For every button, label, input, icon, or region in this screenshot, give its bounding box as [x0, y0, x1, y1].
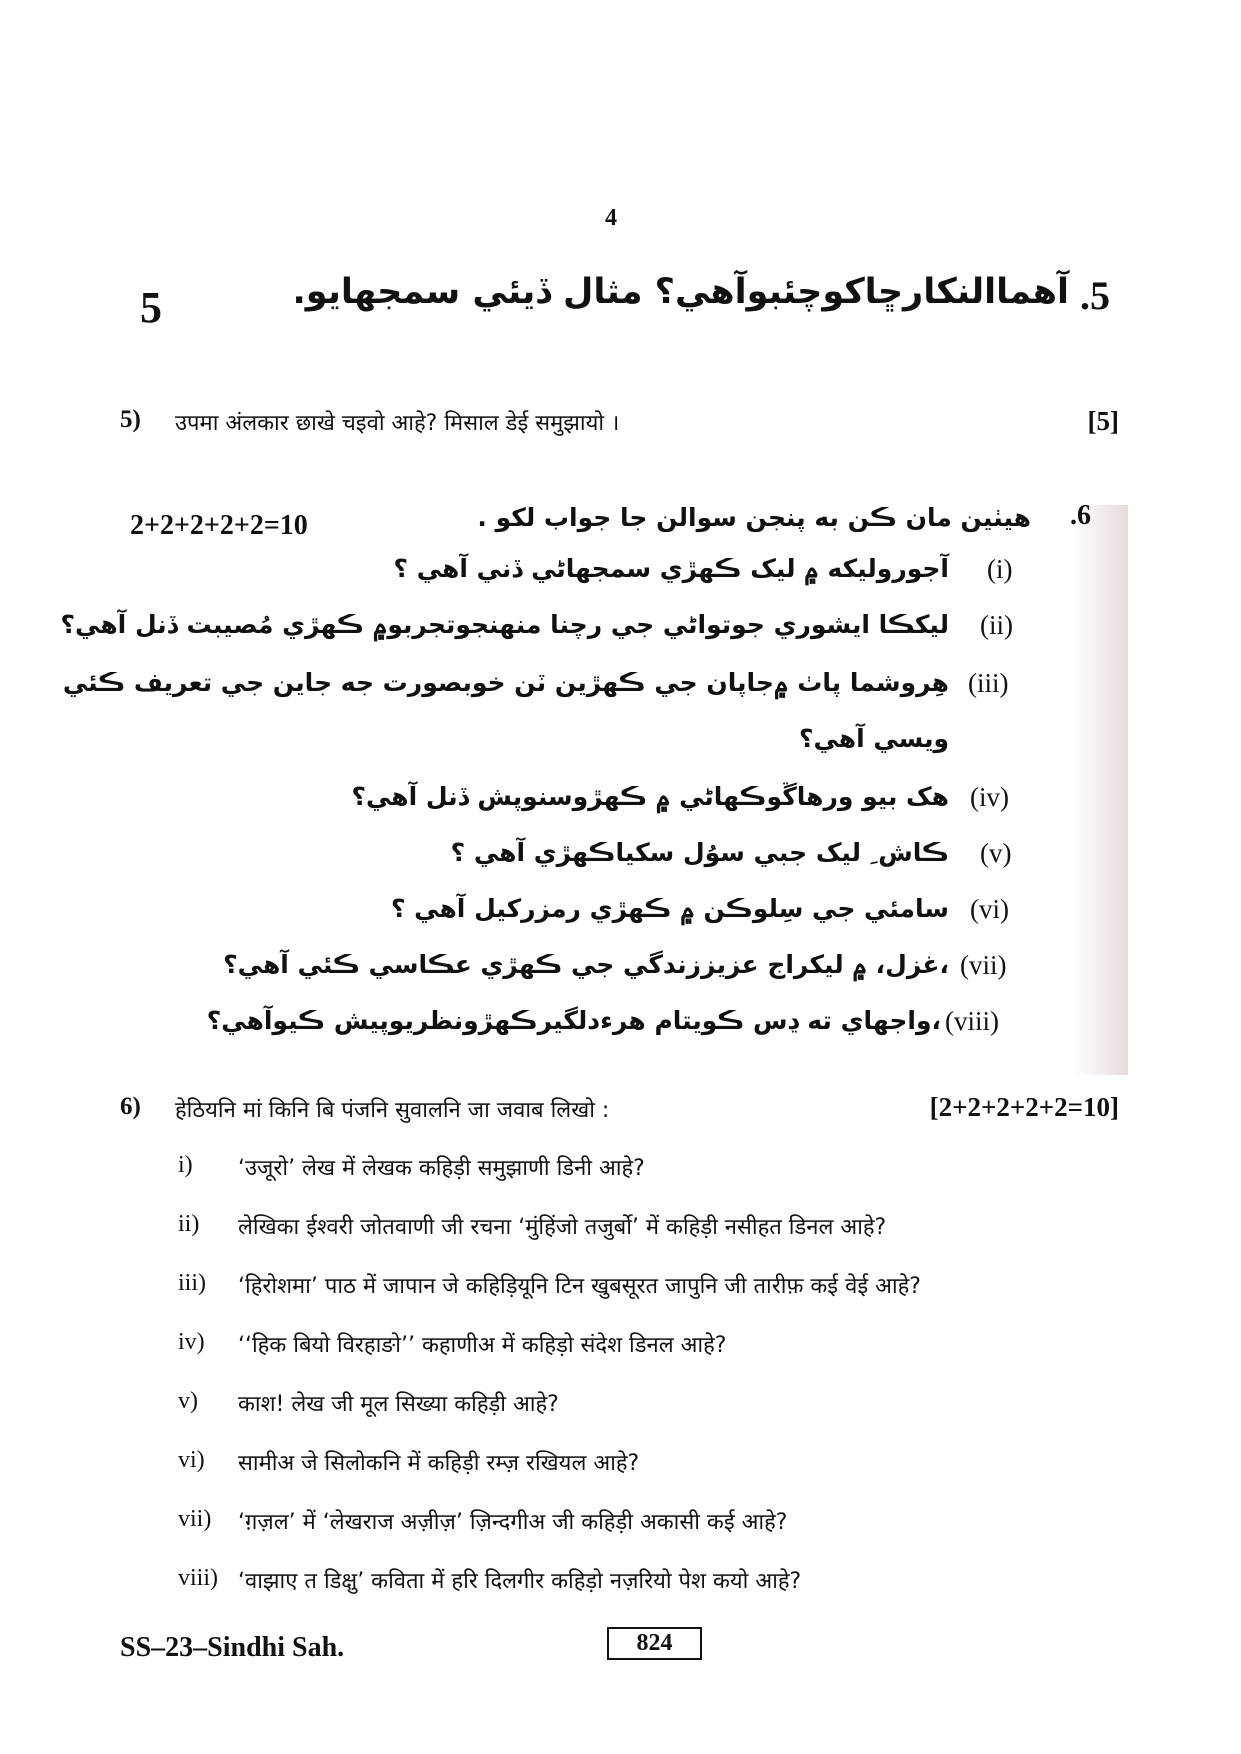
q5-hindi-number: 5)	[120, 406, 141, 433]
q6-marks: 2+2+2+2+2=10	[130, 510, 308, 541]
q6-sindhi-item-text: ڪاش ِ ليک جبي سوُل سکياڪهڙي آهي ؟	[450, 838, 949, 867]
q6-sindhi-item-text-cont: ويسي آهي؟	[798, 724, 949, 753]
q5-sindhi-number: .5	[1080, 273, 1110, 318]
q5-sindhi-text: آهماالنکارڇاکوچئبوآهي؟ مثال ڏيئي سمجهايو.	[292, 272, 1069, 312]
q6-sindhi-item-num: (viii)	[945, 1006, 999, 1036]
q6-hindi-number: 6)	[120, 1093, 141, 1120]
q6-sindhi-item-num: (iii)	[968, 668, 1009, 698]
q6-sindhi-item-num: (iv)	[970, 782, 1009, 812]
footer-paper-code: SS–23–Sindhi Sah.	[120, 1632, 345, 1663]
q6-sindhi-item-text: هِروشما پاٺ ۾جاپان جي ڪهڙين ٽن خوبصورت جه جاين جي تعريف ڪئي	[62, 668, 949, 697]
q6-sindhi-item-text: ،واجهاي ته ڍس ڪويتام هرءدلگيرڪهڙونظريوپيش ڪيوآهي؟	[206, 1006, 941, 1035]
q6-hindi-item-text: ‘वाझाए त डिक्षु’ कविता में हरि दिलगीर कहिड़ो नज़रियो पेश कयो आहे?	[238, 1569, 802, 1594]
page-number: 4	[605, 205, 617, 231]
q6-sindhi-item-num: (vii)	[960, 950, 1007, 980]
q6-sindhi-number: .6	[1070, 500, 1091, 531]
scan-shadow	[1072, 505, 1128, 1075]
q6-hindi-item-num: v)	[178, 1388, 198, 1414]
q6-hindi-item-text: ‘‘हिक बियो विरहाङो’’ कहाणीअ में कहिड़ो संदेश डिनल आहे?	[238, 1333, 727, 1358]
q6-sindhi-item-text: سامئي جي سِلوڪن ۾ ڪهڙي رمزرکيل آهي ؟	[390, 894, 949, 923]
q6-hindi-item-num: viii)	[178, 1565, 218, 1591]
q6-hindi-item-num: iv)	[178, 1329, 205, 1355]
q6-sindhi-item-text: ليکڪا ايشوري جوتواڻي جي رچنا منهنجوتجربو۾ ڪهڙي مُصيبت ڏنل آهي؟	[60, 610, 949, 639]
q6-sindhi-item-text: ،غزل، ۾ ليکراج عزيززندگي جي ڪهڙي عڪاسي ڪئي آهي؟	[223, 950, 949, 979]
q6-hindi-item-text: काश! लेख जी मूल सिख्या कहिड़ी आहे?	[238, 1392, 559, 1417]
q5-hindi-marks: [5]	[1087, 406, 1119, 436]
q6-hindi-instruction: हेठियनि मां किनि बि पंजनि सुवालनि जा जवाब लिखो :	[175, 1098, 610, 1123]
q6-hindi-item-text: लेखिका ईश्वरी जोतवाणी जी रचना ‘मुंहिंजो तजुर्बो’ में कहिड़ी नसीहत डिनल आहे?	[238, 1215, 887, 1240]
q6-hindi-marks: [2+2+2+2+2=10]	[929, 1092, 1119, 1122]
footer-code-box: 824	[607, 1627, 702, 1660]
q6-hindi-item-text: ‘ग़ज़ल’ में ‘लेखराज अज़ीज़’ ज़िन्दगीअ जी कहिड़ी अकासी कई आहे?	[238, 1510, 788, 1535]
q5-hindi-text: उपमा अंलकार छाखे चइवो आहे? मिसाल डेई समुझायो ।	[175, 411, 620, 436]
q6-hindi-item-num: vi)	[178, 1447, 205, 1473]
q6-sindhi-item-num: (i)	[987, 554, 1013, 584]
q6-hindi-item-text: ‘हिरोशमा’ पाठ में जापान जे कहिड़ियूनि टिन खुबसूरत जापुनि जी तारीफ़ कई वेई आहे?	[238, 1274, 921, 1299]
q6-hindi-item-num: i)	[178, 1152, 193, 1178]
q6-hindi-item-num: iii)	[178, 1270, 206, 1296]
q6-hindi-item-text: सामीअ जे सिलोकनि में कहिड़ी रम्ज़ रखियल आहे?	[238, 1451, 640, 1476]
q6-hindi-item-num: vii)	[178, 1506, 212, 1532]
q6-hindi-item-text: ‘उजूरो’ लेख में लेखक कहिड़ी समुझाणी डिनी आहे?	[238, 1156, 645, 1181]
q6-hindi-item-num: ii)	[178, 1211, 200, 1237]
q5-marks: 5	[140, 283, 162, 332]
q6-sindhi-item-num: (v)	[980, 838, 1012, 868]
q6-sindhi-instruction: هيٺين مان ڪن به پنجن سوالن جا جواب لکو .	[477, 503, 1031, 532]
q6-sindhi-item-num: (vi)	[970, 894, 1009, 924]
q6-sindhi-item-text: آجوروليکه ۾ ليک ڪهڙي سمجهاڻي ڏني آهي ؟	[393, 554, 949, 583]
q6-sindhi-item-num: (ii)	[980, 610, 1013, 640]
q6-sindhi-item-text: هک بيو ورهاڱوڪهاڻي ۾ ڪهڙوسنوپش ڏنل آهي؟	[351, 782, 949, 811]
